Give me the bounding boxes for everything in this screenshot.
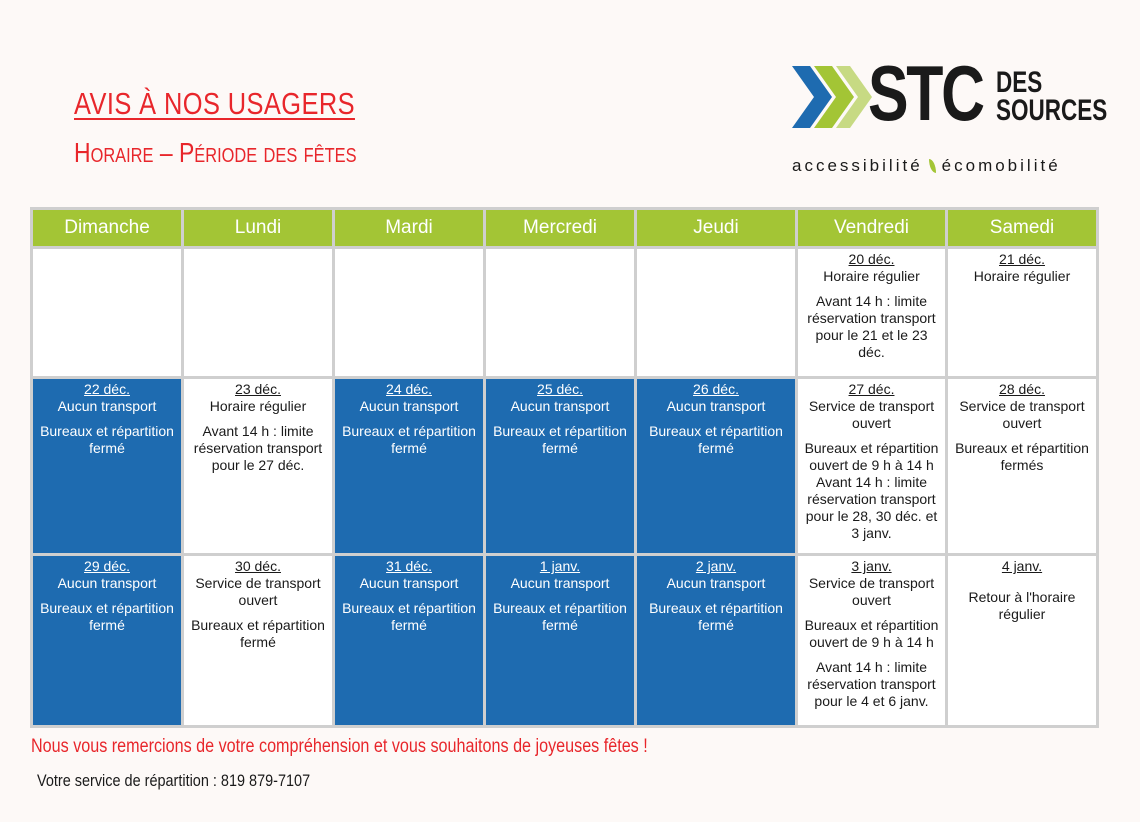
cell-text: Service de transport ouvert	[195, 575, 321, 608]
cell-text: Avant 14 h : limite réservation transport pour le 4 et 6 janv.	[807, 659, 936, 709]
empty-day-cell	[184, 249, 332, 376]
day-header: Jeudi	[637, 210, 795, 246]
cell-text: Bureaux et répartition fermé	[649, 423, 783, 456]
cell-date: 28 déc.	[999, 381, 1045, 397]
day-cell	[798, 379, 945, 553]
day-header: Samedi	[948, 210, 1096, 246]
cell-date: 2 janv.	[695, 558, 737, 574]
logo-sources-text: SOURCES	[996, 94, 1108, 127]
cell-date: 1 janv.	[539, 558, 581, 574]
cell-text: Aucun transport	[510, 398, 610, 414]
cell-text: Service de transport ouvert	[808, 575, 935, 608]
cell-text: Horaire régulier	[209, 398, 307, 414]
day-cell	[184, 379, 332, 553]
cell-text: Bureaux et répartition fermés	[955, 440, 1089, 473]
cell-text: Avant 14 h : limite réservation transport pour le 28, 30 déc. et 3 janv.	[805, 474, 938, 541]
cell-text: Retour à l'horaire régulier	[968, 589, 1076, 622]
closed-day-cell	[33, 556, 181, 725]
cell-text: Horaire régulier	[823, 268, 920, 284]
day-header: Mercredi	[486, 210, 634, 246]
cell-text: Aucun transport	[666, 575, 766, 591]
dispatch-phone: Votre service de répartition : 819 879-7107	[37, 771, 311, 790]
empty-day-cell	[335, 249, 483, 376]
closed-day-cell	[335, 379, 483, 553]
closed-day-cell	[335, 556, 483, 725]
day-header: Mardi	[335, 210, 483, 246]
chevron-arrows-icon	[792, 62, 872, 132]
cell-date: 31 déc.	[386, 558, 432, 574]
cell-date: 30 déc.	[235, 558, 281, 574]
cell-text: Avant 14 h : limite réservation transport pour le 21 et le 23 déc.	[807, 293, 936, 360]
tagline-ecomobilite: écomobilité	[941, 156, 1061, 175]
holiday-schedule-calendar	[30, 207, 1099, 728]
thank-you-message: Nous vous remercions de votre compréhension et vous souhaitons de joyeuses fêtes !	[31, 736, 648, 757]
cell-text: Aucun transport	[359, 398, 459, 414]
cell-text: Bureaux et répartition fermé	[649, 600, 783, 633]
leaf-icon	[929, 159, 936, 173]
cell-text: Aucun transport	[510, 575, 610, 591]
notice-title: AVIS À NOS USAGERS	[74, 86, 355, 121]
day-cell	[948, 556, 1096, 725]
closed-day-cell	[637, 379, 795, 553]
cell-date: 27 déc.	[848, 381, 895, 397]
cell-text: Aucun transport	[57, 398, 157, 414]
cell-text: Bureaux et répartition fermé	[493, 423, 627, 456]
cell-date: 20 déc.	[848, 251, 895, 267]
closed-day-cell	[486, 556, 634, 725]
closed-day-cell	[486, 379, 634, 553]
logo-des-text: DES	[996, 66, 1043, 99]
day-cell	[184, 556, 332, 725]
day-cell	[798, 556, 945, 725]
cell-text: Horaire régulier	[973, 268, 1071, 284]
tagline-accessibilite: accessibilité	[792, 156, 923, 175]
day-header: Vendredi	[798, 210, 945, 246]
cell-date: 26 déc.	[693, 381, 739, 397]
cell-date: 22 déc.	[84, 381, 130, 397]
cell-text: Bureaux et répartition ouvert de 9 h à 14 h	[804, 440, 939, 473]
cell-date: 23 déc.	[235, 381, 281, 397]
cell-date: 29 déc.	[84, 558, 130, 574]
empty-day-cell	[486, 249, 634, 376]
cell-text: Aucun transport	[57, 575, 157, 591]
day-cell	[948, 379, 1096, 553]
notice-subtitle: Horaire – Période des fêtes	[74, 137, 357, 168]
cell-date: 3 janv.	[851, 558, 892, 574]
cell-text: Service de transport ouvert	[808, 398, 935, 431]
day-cell	[798, 249, 945, 376]
closed-day-cell	[637, 556, 795, 725]
day-header: Dimanche	[33, 210, 181, 246]
cell-text: Bureaux et répartition fermé	[40, 423, 174, 456]
day-header: Lundi	[184, 210, 332, 246]
cell-text: Bureaux et répartition fermé	[191, 617, 325, 650]
cell-date: 25 déc.	[537, 381, 583, 397]
week-row	[33, 379, 1096, 553]
cell-text: Bureaux et répartition fermé	[40, 600, 174, 633]
stc-logo	[792, 49, 1108, 186]
logo-stc-text: STC	[868, 49, 983, 137]
day-cell	[948, 249, 1096, 376]
cell-date: 21 déc.	[999, 251, 1045, 267]
empty-day-cell	[637, 249, 795, 376]
week-row	[33, 249, 1096, 376]
cell-text: Bureaux et répartition fermé	[342, 600, 476, 633]
cell-text: Bureaux et répartition fermé	[342, 423, 476, 456]
cell-text: Avant 14 h : limite réservation transport pour le 27 déc.	[193, 423, 323, 473]
cell-date: 4 janv.	[1001, 558, 1043, 574]
cell-text: Bureaux et répartition ouvert de 9 h à 14 h	[804, 617, 939, 650]
closed-day-cell	[33, 379, 181, 553]
empty-day-cell	[33, 249, 181, 376]
logo-tagline	[792, 156, 1102, 176]
weekday-header-row	[33, 210, 1096, 246]
cell-text: Service de transport ouvert	[959, 398, 1085, 431]
cell-date: 24 déc.	[386, 381, 432, 397]
cell-text: Aucun transport	[359, 575, 459, 591]
week-row	[33, 556, 1096, 725]
cell-text: Aucun transport	[666, 398, 766, 414]
cell-text: Bureaux et répartition fermé	[493, 600, 627, 633]
